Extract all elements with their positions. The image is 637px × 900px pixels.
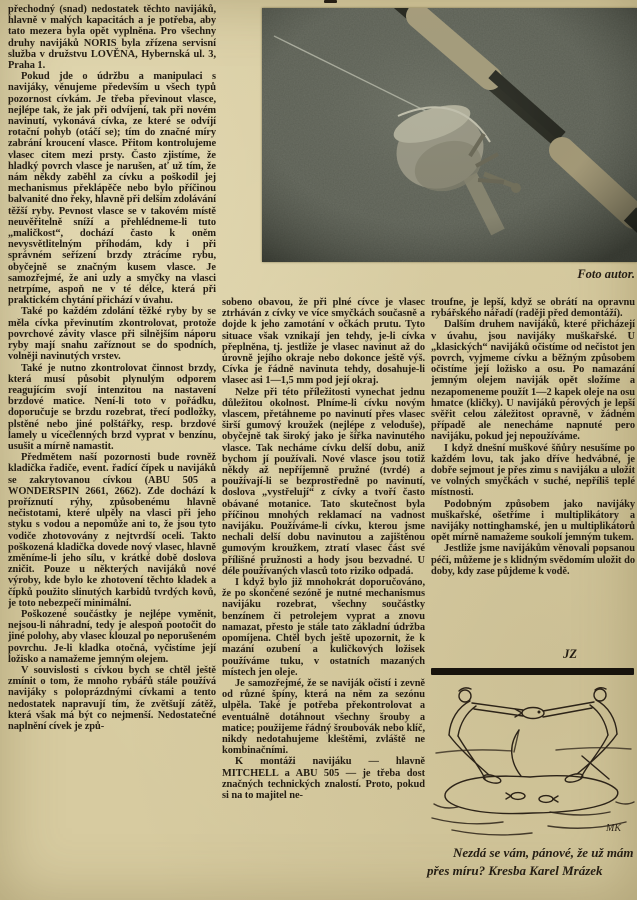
island-fish xyxy=(506,793,558,803)
photo-caption: Foto autor. xyxy=(577,267,635,281)
paragraph: Je samozřejmé, že se naviják očistí i zevně od různé špíny, která na něm za sezónu ulpěla. Také je potřeba překontrolovat a eventuálně dotáhnout všechny šrouby a matice; použijeme řádný šroubovák nebo klíč, nikdy nedotahujeme kleštěmi, zvláště ne kombinačními. xyxy=(222,677,425,757)
paragraph: Také je nutno zkontrolovat činnost brzdy, která musí působit plynulým odporem reagujícím svojí intenzitou na nastavení brzdové matice. Není-li toto v pořádku, doporučuje se brzdu rozebrat, třecí podložky, plstěné nebo jiné polštářky, resp. brzdové lamely u vícečlenných brzd vyprat v benzínu, usušit a mírně namastit. xyxy=(8,362,216,452)
paragraph: troufne, je lepší, když se obrátí na opravnu rybářského nářadí (raději před demontáží). xyxy=(431,297,635,320)
island xyxy=(445,776,618,814)
left-fisherman xyxy=(449,688,523,785)
paragraph: Nelze při této příležitosti vynechat jednu důležitou okolnost. Plníme-li cívku novým vlascem, přetáhneme po navinutí přes vlasec širší gumový kroužek (nejlépe z veloduše), obyčejně tak široký jako je šířka navinutého vlasce. Tak necháme cívku delší dobu, aniž bychom jí používali. Nové vlasce jsou totiž někdy až nepříjemně pružné (tvrdé) a používají-li se bezprostředně po navinutí, doslova „vystřelují“ z cívky a tvoří často obávané motanice. Tato skutečnost byla příčinou mnohých reklamací na vadnost navijáku. Používáme-li cívku, kterou jsme nechali delší dobu navinutou a zajištěnou gumovým kroužkem, ztratí vlasec část své přílišné pružnosti a hody jsou bezvadné. U déle používaných vlasců toto riziko odpadá. xyxy=(222,386,425,577)
cartoonist-signature: MK xyxy=(606,823,621,834)
paragraph: Dalším druhem navijáků, které přicházejí v úvahu, jsou navijáky muškařské. U „klasických“ navijáků očistíme od nečistot jen povrch, vyjmeme cívku a běžným způsobem očistíme její ložisko a osu. Po namazání jemným olejem naviják opět složíme a nezapomeneme použít 1—2 kapek oleje na osu hmatce (kličky). U navijáků pérových je lepší svěřit celou záležitost opravně, v žádném případě ale nenecháme napnuté pero navijáku, pokud jej nepoužíváme. xyxy=(431,319,635,443)
paragraph: Také po každém zdolání těžké ryby by se měla cívka převinutím zkontrolovat, protože povrchové závity vlasce při silnějším náporu ryby mají snahu zaříznout se do spodních, volněji navinutých vrstev. xyxy=(8,306,216,363)
paragraph: I když bylo již mnohokrát doporučováno, že po skončené sezóně je nutné mechanismus navijáku rozebrat, všechny součástky benzínem či petrolejem vyprat a znovu namazat, přesto je stále tato základní údržba opomíjena. Chtěl bych ještě upozornit, že k mazání ozubení a kuličkových ložisek používáme tuku, v ostatních mazaných místech jen oleje. xyxy=(222,577,425,678)
paragraph: Jestliže jsme navijákům věnovali popsanou péči, můžeme je s klidným svědomím uložit do doby, kdy zase půjdeme k vodě. xyxy=(431,543,635,577)
fishermen-tug-of-war-cartoon xyxy=(430,680,636,838)
fishing-rod-and-reel-photo xyxy=(262,8,637,262)
paragraph: V souvislosti s cívkou bych se chtěl ještě zmínit o tom, že mnoho rybářů stále používá navijáky s poloprázdnými cívkami a tento nedostatek napravují tím, že zvětšují zátěž, která však má být co nejmenší. Nedostatečné naplnění cívek je způ- xyxy=(8,664,216,732)
paragraph: Poškozené součástky je nejlépe vyměnit, nejsou-li náhradní, tedy je alespoň pootočit do jiné polohy, aby vlasec klouzal po neporušeném povrchu. Je-li kladka otočná, vyčistíme její ložisko a namažeme jemným olejem. xyxy=(8,608,216,665)
horizon-line xyxy=(436,750,512,753)
article-column-1 xyxy=(8,4,216,896)
water-ripples xyxy=(432,802,634,835)
article-column-3 xyxy=(431,297,635,649)
paragraph: I když dnešní muškové šňůry nesušíme po každém lovu, tak jako dříve hedvábné, je dobře sejmout je přes zimu s navijáku a uložit ve volných smyčkách v suché, nepříliš teplé místnosti. xyxy=(431,442,635,499)
divider-bar xyxy=(431,668,634,675)
article-column-2 xyxy=(222,297,425,893)
cropped-headline-remnant xyxy=(324,0,337,3)
cartoon-caption xyxy=(427,844,636,879)
author-initials: JZ xyxy=(563,647,577,661)
paragraph: K montáži navijáku — hlavně MITCHELL a ABU 505 — je třeba dost značných technických znalostí. Proto, pokud si na to majitel ne- xyxy=(222,756,425,801)
paragraph: přechodný (snad) nedostatek těchto navijáků, hlavně v malých kapacitách a je potřeba, aby tato mezera byla opět vyplněna. Pro všechny druhy navijáků NORIS byla zřízena servisní služba v družstvu LOVĚNA, Hybernská ul. 3, Praha 1. xyxy=(8,4,216,72)
paragraph: Předmětem naší pozornosti bude rovněž kladička řadiče, event. řadící čípek u navijáků se zakrytovanou cívkou (ABU 505 a WONDERSPIN 2661, 2662). Zde dochází k proříznutí rýhy, způsobenému hlavně nečistotami, které ulpěly na vlasci při jeho styku s vodou a nepomůže ani to, že jsou tyto vodiče zhotovovány z nejtvrdší oceli. Takto poškozená kladička dovede nový vlasec, hlavně změníme-li jeho sílu, v krátké době doslova zničit. Pouze u některých navijáků nové výroby, kde bylo ke zhotovení těchto kladek a čípků použito slinutých karbidů tvrdých kovů, je toto nebezpečí minimální. xyxy=(8,452,216,609)
paragraph: sobeno obavou, že při plné cívce je vlasec ztrháván z cívky ve více smyčkách současně a dojde k jeho zamotání v očkách prutu. Tyto situace však vznikají jen tehdy, je-li cívka přeplněna, tj. jestliže je vlasec navinut až do úrovně jejího okraje nebo dokonce ještě výš. Cívka je řádně navinuta tehdy, dosahuje-li vlasec asi 1—1,5 mm pod její okraj. xyxy=(222,297,425,387)
paragraph: Pokud jde o údržbu a manipulaci s navijáky, věnujeme především u všech typů pozornost cívkám. Je třeba převinout vlasce, nejlépe tak, že jak při odvíjení, tak při novém navinutí, vykonává cívka, ze které se odvíjí rotační pohyb (otáčí se); tím do značné míry zabrání kroucení vlasce. Přitom kontrolujeme vlasec citem mezi prsty. Často zjistíme, že hladký povrch vlasce je narušen, ať už tím, že nám někdy zaběhl za cívku a poškodil jej mechanismus překlápěče nebo bylo příčinou balvanité dno řeky, hlavně při delším zdolávání těžší ryby. Pevnost vlasce se v takovém místě neuvěřitelně sníží a přehlédneme-li tuto „maličkost“, dochází často k oněm nevysvětlitelným příhodám, kdy i při správném seřízení brzdy ztrácíme rybu, obyčejně se značným kusem vlasce. Je samozřejmé, že ani uzly a smyčky na vlasci netrpíme, aspoň ne v té délce, která při praktickém chytání přichází v úvahu. xyxy=(8,71,216,307)
horizon-line xyxy=(556,748,631,750)
right-fisherman xyxy=(543,688,617,784)
cartoon-caption-line: přes míru? Kresba Karel Mrázek xyxy=(427,862,603,878)
paragraph: Podobným způsobem jako navijáky muškařské, ošetříme i multiplikátory a navijáky nottinghamské, jen u multiplikátorů opět mírně namažeme soukolí jemným tukem. xyxy=(431,498,635,544)
stick xyxy=(582,756,609,779)
bent-fishing-rod xyxy=(512,730,521,776)
cartoon-caption-line: Nezdá se vám, pánové, že už mám xyxy=(453,845,634,860)
